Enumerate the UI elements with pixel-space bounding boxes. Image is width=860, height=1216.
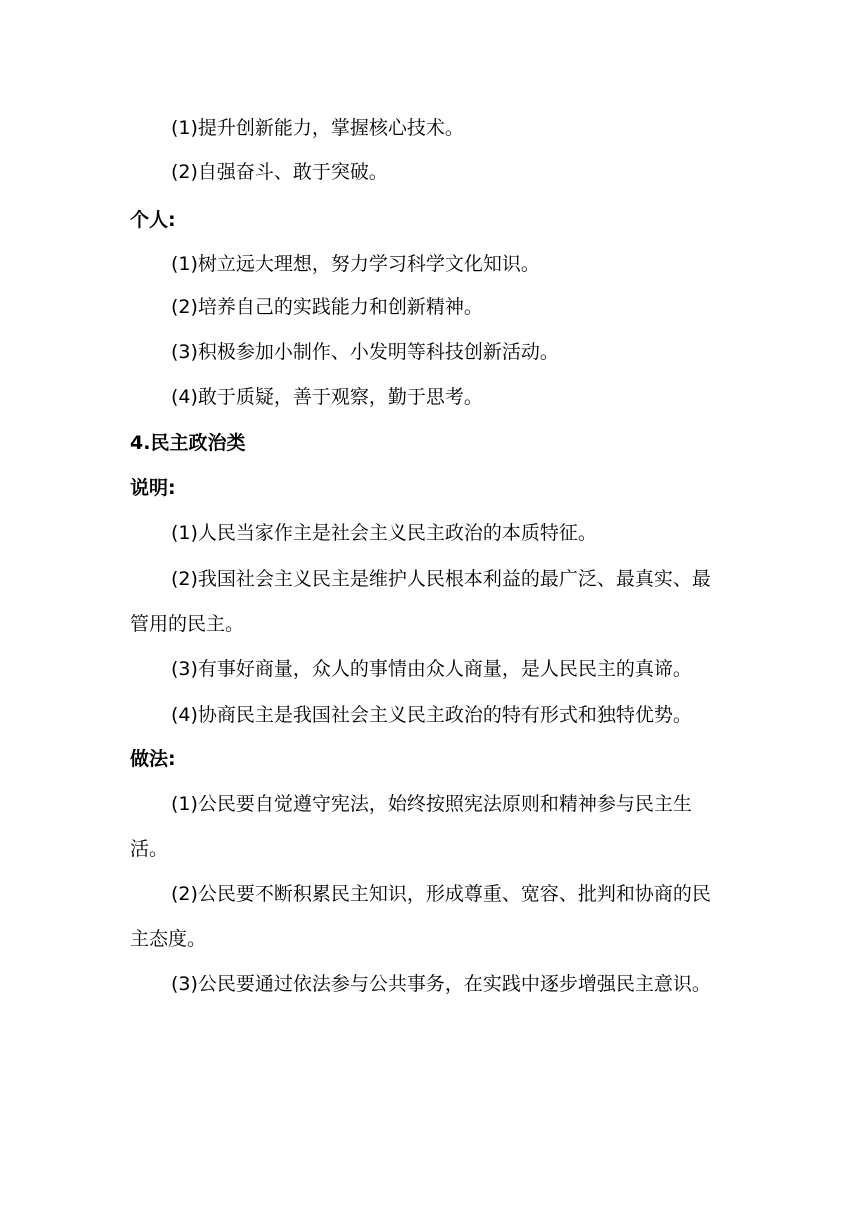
text-line: (2)自强奋斗、敢于突破。 bbox=[171, 161, 388, 183]
text-line: 活。 bbox=[130, 838, 169, 860]
text-line: (4)协商民主是我国社会主义民主政治的特有形式和独特优势。 bbox=[171, 704, 692, 726]
text-line: (3)积极参加小制作、小发明等科技创新活动。 bbox=[171, 341, 559, 363]
text-line: (2)公民要不断积累民主知识，形成尊重、宽容、批判和协商的民 bbox=[171, 883, 711, 905]
section-heading: 个人: bbox=[130, 209, 176, 231]
section-heading: 做法: bbox=[130, 748, 176, 770]
text-line: (2)我国社会主义民主是维护人民根本利益的最广泛、最真实、最 bbox=[171, 568, 711, 590]
section-heading: 说明: bbox=[130, 477, 176, 499]
text-line: 主态度。 bbox=[130, 928, 207, 950]
text-line: (3)公民要通过依法参与公共事务，在实践中逐步增强民主意识。 bbox=[171, 973, 711, 995]
text-line: (2)培养自己的实践能力和创新精神。 bbox=[171, 296, 483, 318]
text-line: (1)人民当家作主是社会主义民主政治的本质特征。 bbox=[171, 522, 597, 544]
text-line: 管用的民主。 bbox=[130, 613, 245, 635]
text-line: (4)敢于质疑，善于观察，勤于思考。 bbox=[171, 386, 483, 408]
text-line: (1)提升创新能力，掌握核心技术。 bbox=[171, 117, 464, 139]
text-line: (3)有事好商量，众人的事情由众人商量，是人民民主的真谛。 bbox=[171, 658, 692, 680]
section-heading: 4.民主政治类 bbox=[130, 432, 246, 454]
text-line: (1)树立远大理想，努力学习科学文化知识。 bbox=[171, 253, 540, 275]
text-line: (1)公民要自觉遵守宪法，始终按照宪法原则和精神参与民主生 bbox=[171, 793, 692, 815]
